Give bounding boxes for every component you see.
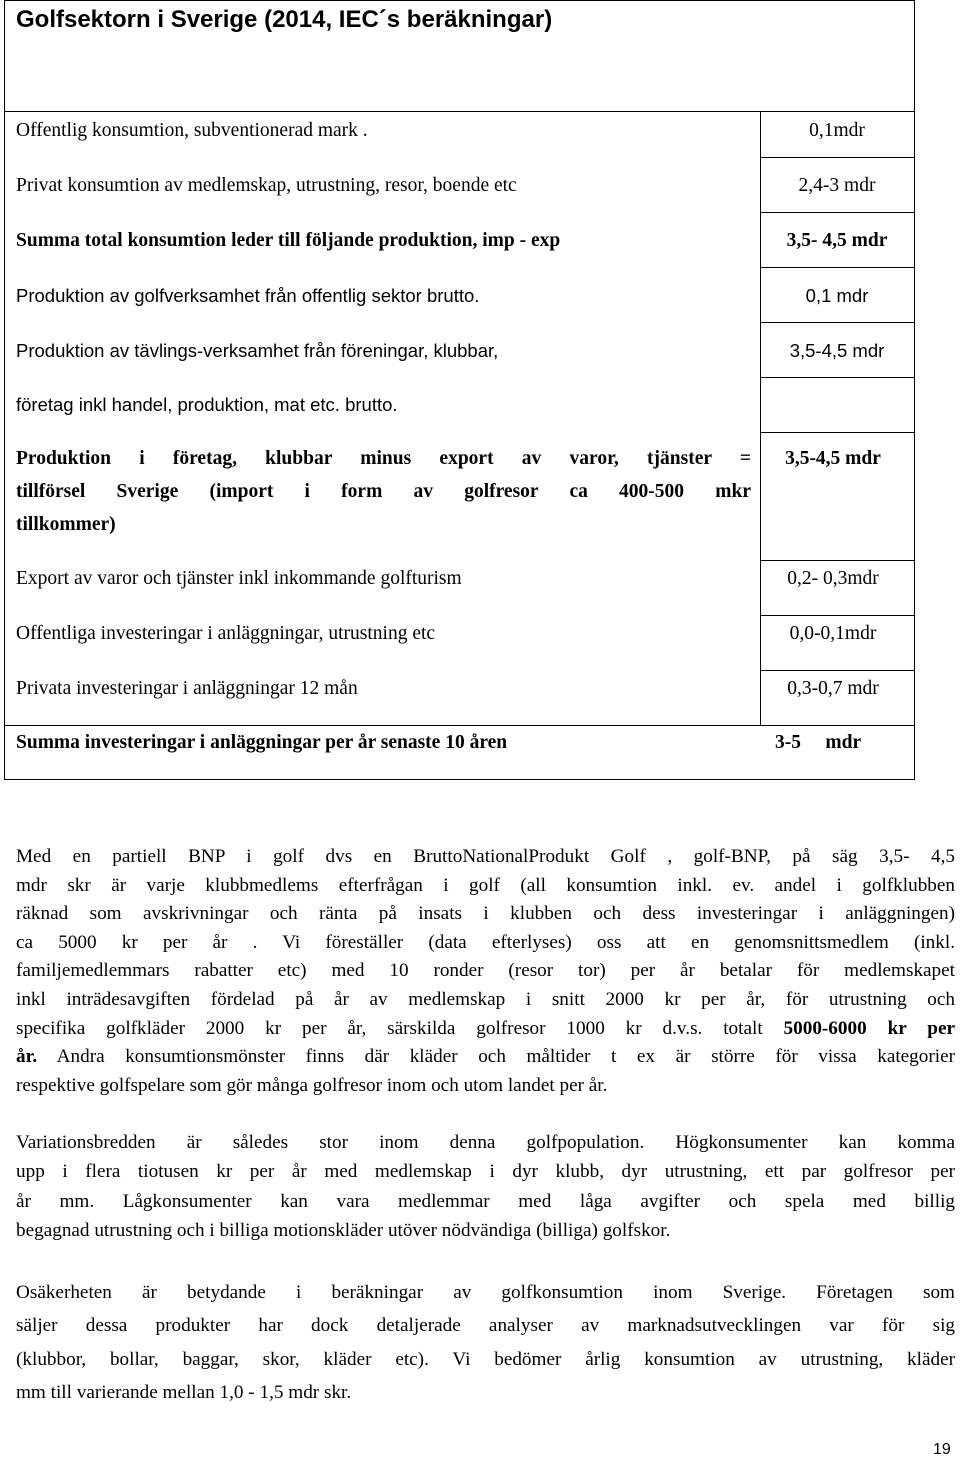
row-label: Produktion av tävlings-verksamhet från föreningar, klubbar, <box>16 340 499 361</box>
page-number: 19 <box>933 1441 951 1458</box>
table-divider <box>4 111 915 112</box>
row-value: 0,1mdr <box>809 120 865 141</box>
row-label: Export av varor och tjänster inkl inkommande golfturism <box>16 568 462 589</box>
paragraph-line: Med en partiell BNP i golf dvs en BruttoNationalProdukt Golf , golf-BNP, på säg 3,5- 4,5 <box>16 846 955 867</box>
row-label: Produktion i företag, klubbar minus export av varor, tjänster = <box>16 448 751 469</box>
value-divider <box>760 560 915 561</box>
row-value: 3,5- 4,5 mdr <box>786 230 888 251</box>
value-divider <box>760 212 915 213</box>
paragraph-line: respektive golfspelare som gör många golfresor inom och utom landet per år. <box>16 1074 608 1096</box>
table-title: Golfsektorn i Sverige (2014, IEC´s beräkningar) <box>16 6 553 33</box>
paragraph <box>16 1276 955 1409</box>
row-label: Produktion av golfverksamhet från offentlig sektor brutto. <box>16 285 480 306</box>
emphasis-text: år. <box>16 1046 38 1068</box>
row-value: 0,3-0,7 mdr <box>787 678 879 699</box>
value-divider <box>760 615 915 616</box>
paragraph-line: mm till varierande mellan 1,0 - 1,5 mdr skr. <box>16 1381 352 1403</box>
paragraph-line: begagnad utrustning och i billiga motionskläder utöver nödvändiga (billiga) golfskor. <box>16 1219 671 1241</box>
row-value: 0,2- 0,3mdr <box>787 568 879 589</box>
emphasis-text: 5000-6000 kr per <box>783 1017 955 1039</box>
row-value: 3,5-4,5 mdr <box>789 340 885 361</box>
paragraph <box>16 1128 955 1245</box>
paragraph-line <box>16 1043 955 1072</box>
line-text: specifika golfkläder 2000 kr per år, särskilda golfresor 1000 kr d.v.s. totalt <box>16 1017 784 1039</box>
row-value: 3,5-4,5 mdr <box>785 448 881 469</box>
paragraph-line: säljer dessa produkter har dock detaljerade analyser av marknadsutvecklingen var för sig <box>16 1315 955 1337</box>
row-label: Privata investeringar i anläggningar 12 mån <box>16 678 358 699</box>
row-label: Privat konsumtion av medlemskap, utrustning, resor, boende etc <box>16 175 517 196</box>
row-label: tillkommer) <box>16 514 116 535</box>
row-label: Offentliga investeringar i anläggningar, utrustning etc <box>16 623 436 644</box>
value-divider <box>760 267 915 268</box>
table-divider <box>4 725 915 726</box>
paragraph <box>16 843 955 1100</box>
paragraph-line: inkl inträdesavgiften fördelad på år av medlemskap i snitt 2000 kr per år, för utrustning och <box>16 988 955 1010</box>
paragraph-line: ca 5000 kr per år . Vi föreställer (data efterlyses) oss att en genomsnittsmedlem (inkl. <box>16 931 955 953</box>
row-label: tillförsel Sverige (import i form av golfresor ca 400-500 mkr <box>16 481 751 502</box>
row-value: 2,4-3 mdr <box>798 175 876 196</box>
paragraph-line: räknad som avskrivningar och ränta på insats i klubben och dess investeringar i anläggningen) <box>16 903 955 925</box>
line-text: Andra konsumtionsmönster finns där kläder och måltider t ex är större för vissa kategorier <box>37 1046 955 1068</box>
row-label-continued: företag inkl handel, produktion, mat etc. brutto. <box>16 394 398 415</box>
paragraph-line: Osäkerheten är betydande i beräkningar av golfkonsumtion inom Sverige. Företagen som <box>16 1282 955 1303</box>
value-divider <box>760 157 915 158</box>
paragraph-line <box>16 1015 955 1044</box>
row-value: 0,0-0,1mdr <box>789 623 877 644</box>
row-value: 3-5 mdr <box>775 732 862 753</box>
paragraph-line: upp i flera tiotusen kr per år med medlemskap i dyr klubb, dyr utrustning, ett par golfresor per <box>16 1161 955 1183</box>
paragraph-line: år mm. Lågkonsumenter kan vara medlemmar med låga avgifter och spela med billig <box>16 1190 955 1212</box>
paragraph-line: (klubbor, bollar, baggar, skor, kläder etc). Vi bedömer årlig konsumtion av utrustning, kläder <box>16 1348 955 1370</box>
row-label: Summa total konsumtion leder till följande produktion, imp - exp <box>16 230 561 251</box>
value-divider <box>760 322 915 323</box>
row-label: Offentlig konsumtion, subventionerad mark . <box>16 120 368 141</box>
row-label: Summa investeringar i anläggningar per år senaste 10 åren <box>16 732 508 753</box>
value-divider <box>760 377 915 378</box>
value-divider <box>760 432 915 433</box>
paragraph-line: Variationsbredden är således stor inom denna golfpopulation. Högkonsumenter kan komma <box>16 1132 955 1153</box>
sector-table <box>4 0 915 780</box>
paragraph-line: familjemedlemmars rabatter etc) med 10 ronder (resor tor) per år betalar för medlemskapet <box>16 960 955 982</box>
value-divider <box>760 670 915 671</box>
row-value: 0,1 mdr <box>805 285 869 306</box>
paragraph-line: mdr skr är varje klubbmedlems efterfrågan i golf (all konsumtion inkl. ev. andel i golfklubben <box>16 874 955 896</box>
